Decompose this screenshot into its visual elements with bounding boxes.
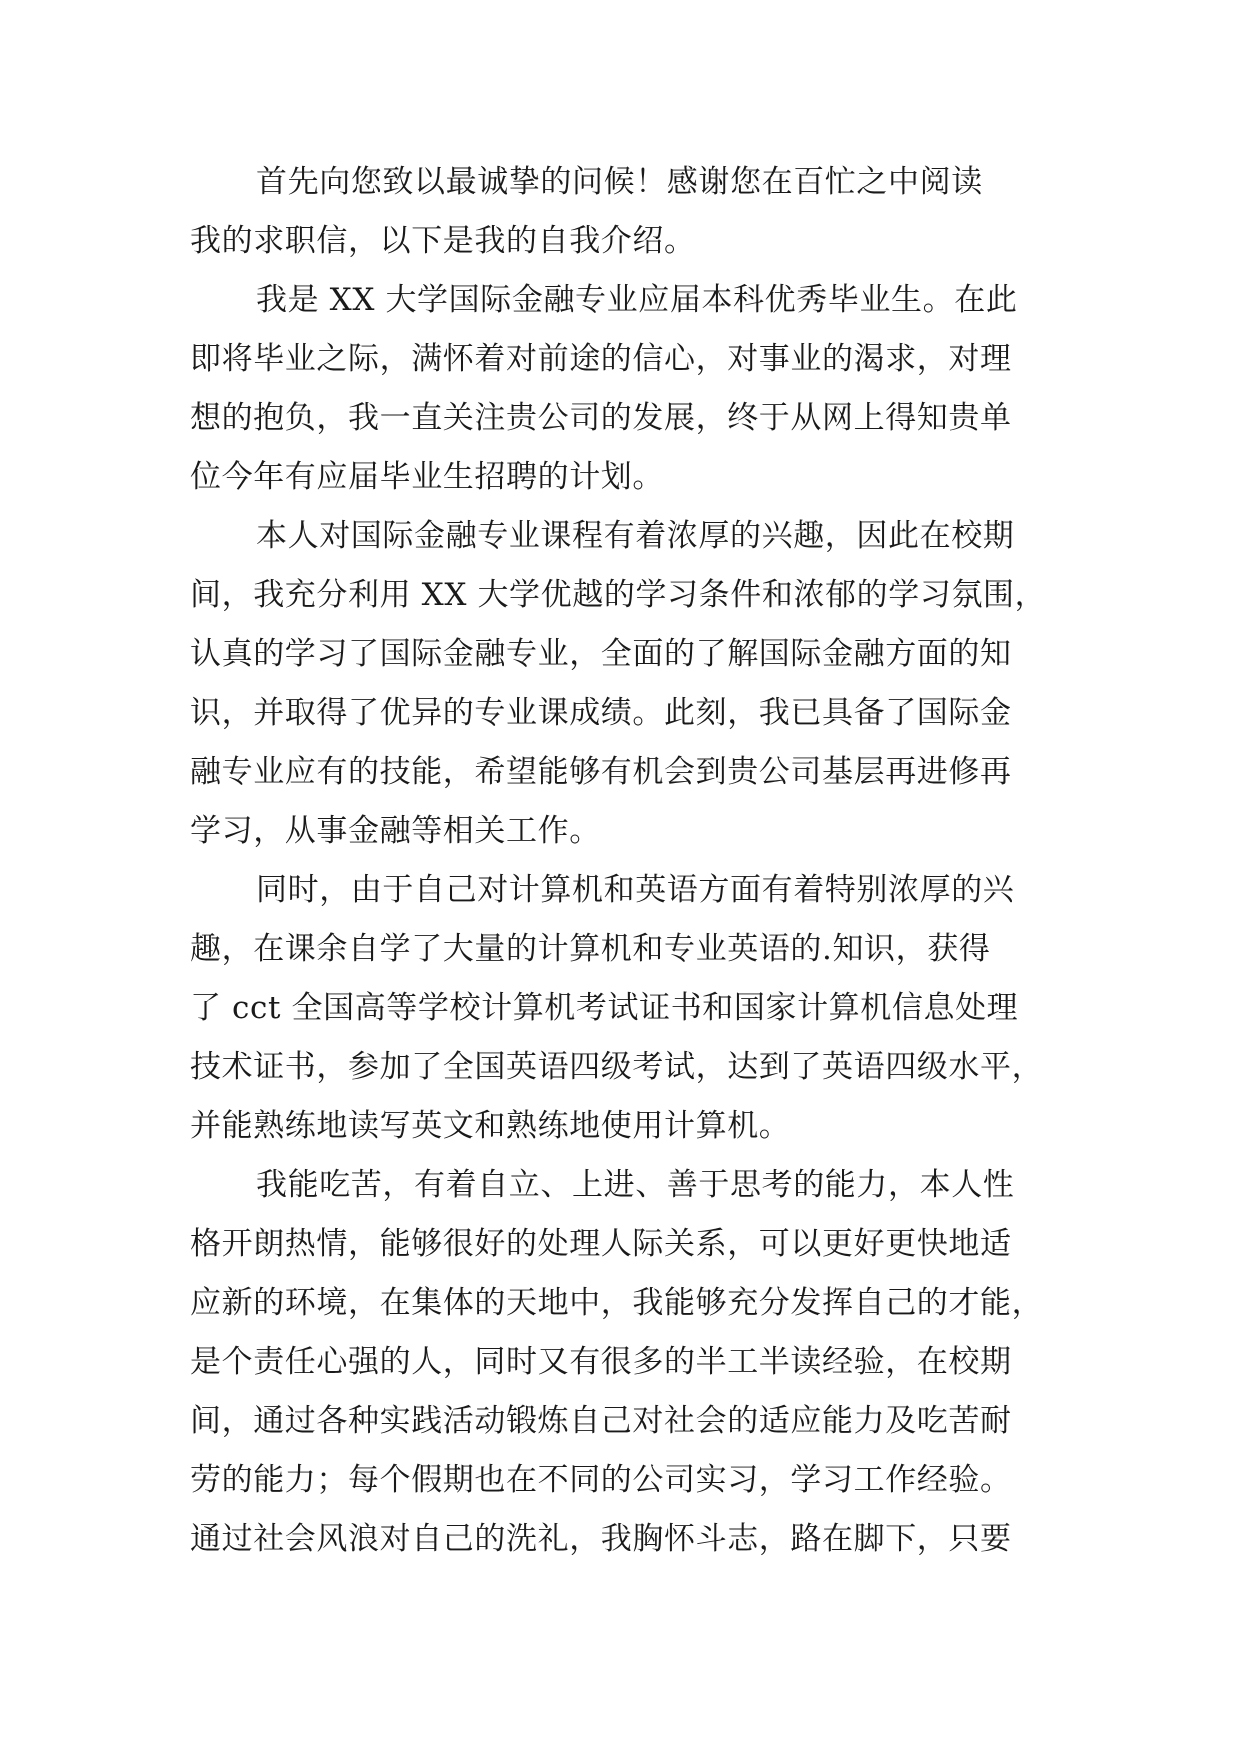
text-line: 本人对国际金融专业课程有着浓厚的兴趣，因此在校期 (256, 518, 1015, 554)
text-line: 认真的学习了国际金融专业，全面的了解国际金融方面的知 (190, 636, 1012, 672)
text-line: 我的求职信，以下是我的自我介绍。 (190, 223, 696, 259)
document-body (190, 153, 1070, 1569)
text-line: 格开朗热情，能够很好的处理人际关系，可以更好更快地适 (190, 1226, 1012, 1262)
text-line: 识，并取得了优异的专业课成绩。此刻，我已具备了国际金 (190, 695, 1012, 731)
text-line: 学习，从事金融等相关工作。 (190, 813, 601, 849)
text-line: 同时，由于自己对计算机和英语方面有着特别浓厚的兴 (256, 872, 1015, 908)
text-line: 间，通过各种实践活动锻炼自己对社会的适应能力及吃苦耐 (190, 1403, 1012, 1439)
text-line: 首先向您致以最诚挚的问候！感谢您在百忙之中阅读 (256, 164, 983, 200)
text-line: 劳的能力；每个假期也在不同的公司实习，学习工作经验。 (190, 1462, 1012, 1498)
text-line: 趣，在课余自学了大量的计算机和专业英语的.知识，获得 (190, 931, 991, 967)
text-line: 位今年有应届毕业生招聘的计划。 (190, 459, 664, 495)
text-line: 想的抱负，我一直关注贵公司的发展，终于从网上得知贵单 (190, 400, 1012, 436)
text-line: 我是 XX 大学国际金融专业应届本科优秀毕业生。在此 (256, 282, 1018, 318)
text-line: 即将毕业之际，满怀着对前途的信心，对事业的渴求，对理 (190, 341, 1012, 377)
text-line: 是个责任心强的人，同时又有很多的半工半读经验，在校期 (190, 1344, 1012, 1380)
text-line: 间，我充分利用 XX 大学优越的学习条件和浓郁的学习氛围， (190, 577, 1047, 613)
text-line: 融专业应有的技能，希望能够有机会到贵公司基层再进修再 (190, 754, 1012, 790)
text-line: 了 cct 全国高等学校计算机考试证书和国家计算机信息处理 (190, 990, 1019, 1026)
text-line: 通过社会风浪对自己的洗礼，我胸怀斗志，路在脚下，只要 (190, 1521, 1012, 1557)
text-line: 应新的环境，在集体的天地中，我能够充分发挥自己的才能， (190, 1285, 1044, 1321)
text-line: 技术证书，参加了全国英语四级考试，达到了英语四级水平， (190, 1049, 1044, 1085)
text-line: 并能熟练地读写英文和熟练地使用计算机。 (190, 1108, 791, 1144)
text-line: 我能吃苦，有着自立、上进、善于思考的能力，本人性 (256, 1167, 1015, 1203)
